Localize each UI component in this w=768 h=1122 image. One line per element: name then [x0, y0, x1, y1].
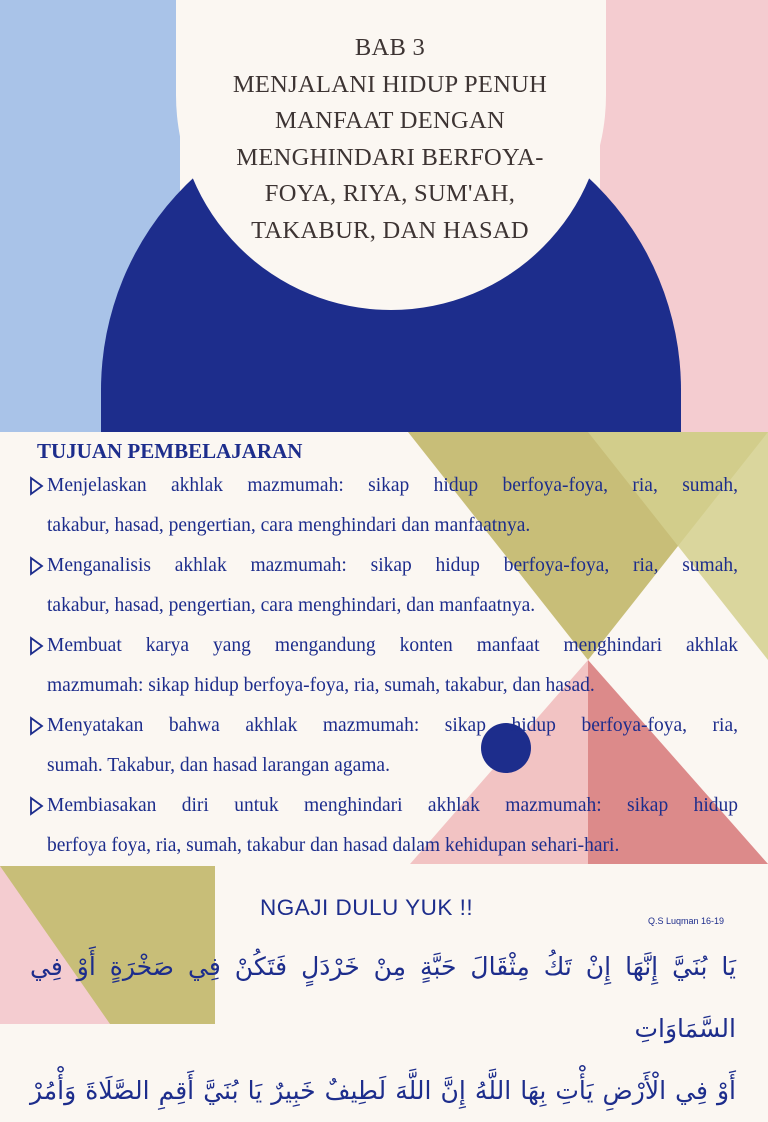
objective-text: Menyatakan bahwa akhlak mazmumah: sikap hidup berfoya-foya, ria, [47, 715, 738, 736]
navy-arch-base [101, 390, 681, 432]
objective-text: berfoya foya, ria, sumah, takabur dan hasad dalam kehidupan sehari-hari. [47, 835, 620, 856]
objective-item [34, 706, 738, 786]
objective-text: takabur, hasad, pengertian, cara menghindari dan manfaatnya. [47, 515, 531, 536]
objective-item [34, 466, 738, 546]
learning-objectives [34, 436, 738, 866]
chapter-title-line: MENGHINDARI BERFOYA- [236, 143, 544, 171]
objective-text: takabur, hasad, pengertian, cara menghindari, dan manfaatnya. [47, 595, 536, 616]
recitation-heading: NGAJI DULU YUK !! [260, 895, 474, 920]
objective-text: mazmumah: sikap hidup berfoya-foya, ria, sumah, takabur, dan hasad. [47, 675, 595, 696]
arrow-bullet-icon [28, 626, 46, 666]
objectives-heading: TUJUAN PEMBELAJARAN [37, 439, 303, 463]
chapter-title [200, 30, 580, 249]
objective-item [34, 786, 738, 866]
chapter-title-line: MENJALANI HIDUP PENUH [232, 70, 548, 98]
arabic-verse [30, 936, 736, 1122]
objective-text: Menjelaskan akhlak mazmumah: sikap hidup berfoya-foya, ria, sumah, [47, 475, 738, 496]
verse-reference: Q.S Luqman 16-19 [648, 916, 725, 926]
title-banner [0, 0, 768, 432]
arabic-verse-line: يَا بُنَيَّ إِنَّهَا إِنْ تَكُ مِثْقَالَ حَبَّةٍ مِنْ خَرْدَلٍ فَتَكُنْ فِي صَخْرَةٍ أَوْ فِي السَّمَاوَاتِ [30, 952, 736, 1043]
objective-text: Membiasakan diri untuk menghindari akhlak mazmumah: sikap hidup [47, 795, 738, 816]
chapter-title-line: BAB 3 [354, 34, 426, 61]
chapter-title-line: MANFAAT DENGAN [275, 107, 505, 134]
arrow-bullet-icon [28, 786, 46, 826]
objective-item [34, 546, 738, 626]
objective-text: Menganalisis akhlak mazmumah: sikap hidup berfoya-foya, ria, sumah, [47, 555, 738, 576]
objective-text: sumah. Takabur, dan hasad larangan agama. [47, 755, 390, 776]
arabic-verse-line: أَوْ فِي الْأَرْضِ يَأْتِ بِهَا اللَّهُ إِنَّ اللَّهَ لَطِيفٌ خَبِيرٌ يَا بُنَيَّ أَقِمِ الصَّلَاةَ وَأْمُرْ [30, 1076, 736, 1105]
chapter-title-line: FOYA, RIYA, SUM'AH, [264, 180, 516, 207]
arrow-bullet-icon [28, 466, 46, 506]
arrow-bullet-icon [28, 546, 46, 586]
objective-text: Membuat karya yang mengandung konten manfaat menghindari akhlak [47, 635, 738, 656]
objective-item [34, 626, 738, 706]
chapter-title-line: TAKABUR, DAN HASAD [251, 216, 529, 244]
objectives-list [34, 466, 738, 866]
arrow-bullet-icon [28, 706, 46, 746]
